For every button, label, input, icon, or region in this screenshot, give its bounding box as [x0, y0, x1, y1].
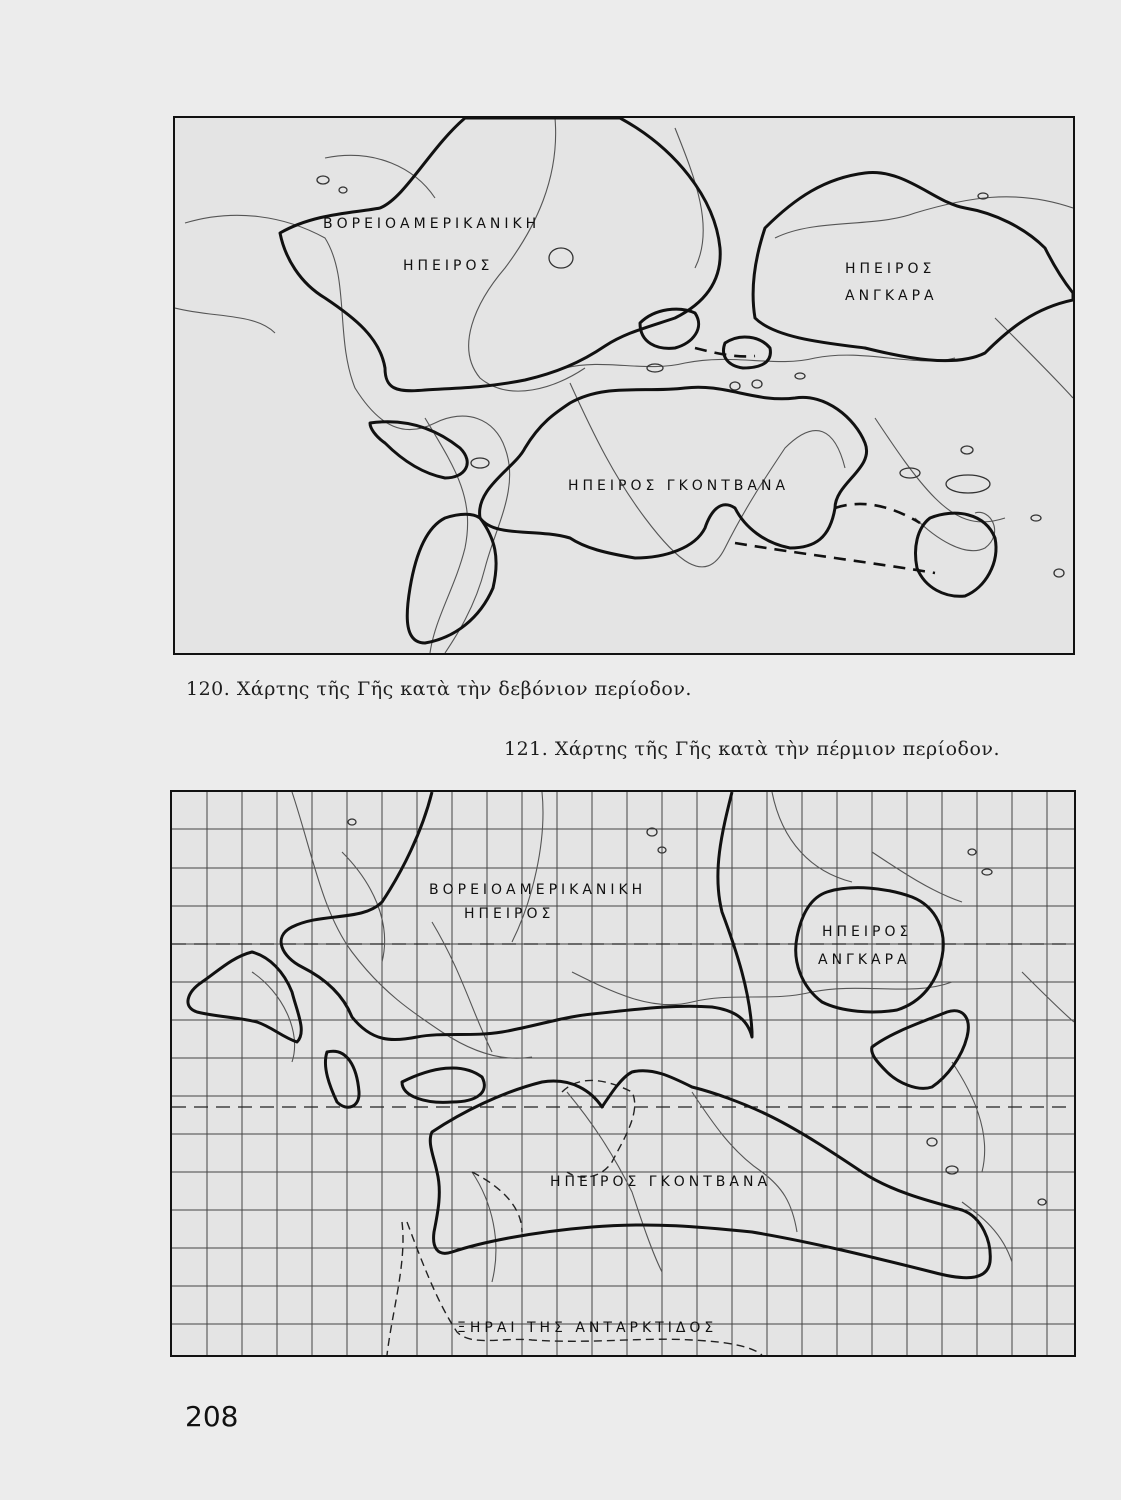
gondwana-continent-label: ΗΠΕΙΡΟΣ ΓΚΟΝΤΒΑΝΑ	[550, 1174, 772, 1190]
permian-map-drawing	[172, 792, 1074, 1355]
angara-continent-label: ΗΠΕΙΡΟΣ	[845, 261, 936, 277]
land-bridges	[695, 348, 935, 573]
devonian-map	[173, 116, 1075, 655]
continent-outlines	[280, 118, 1073, 643]
north-american-continent-label: ΒΟΡΕΙΟΑΜΕΡΙΚΑΝΙΚΗ	[429, 882, 647, 898]
west-landmass-outline	[188, 952, 301, 1042]
figure-121-caption: 121. Χάρτης τῆς Γῆς κατὰ τὴν πέρμιον περίοδον.	[504, 738, 1001, 760]
mediterranean-island-outline	[640, 309, 699, 348]
central-america-outline	[325, 1051, 359, 1107]
antarctic-lands-label: ΞΗΡΑΙ ΤΗΣ ΑΝΤΑΡΚΤΙΔΟΣ	[457, 1320, 718, 1336]
angara-continent-label-line2: ΑΝΓΚΑΡΑ	[845, 288, 938, 304]
small-landmass-outline	[724, 337, 771, 368]
central-america-outline	[370, 422, 467, 478]
gondwana-continent-outline	[480, 387, 867, 558]
map-grid	[172, 792, 1074, 1355]
devonian-map-drawing	[175, 118, 1073, 653]
islands	[317, 176, 1064, 577]
australia-outline	[916, 513, 996, 596]
south-atlantic-landmass-outline	[402, 1068, 484, 1102]
north-american-continent-label: ΒΟΡΕΙΟΑΜΕΡΙΚΑΝΙΚΗ	[323, 216, 541, 232]
permian-map	[170, 790, 1076, 1357]
north-american-continent-label-line2: ΗΠΕΙΡΟΣ	[464, 906, 555, 922]
south-america-outline	[407, 514, 496, 643]
angara-continent-label-line2: ΑΝΓΚΑΡΑ	[818, 952, 911, 968]
southeast-asia-landmass-outline	[872, 1011, 969, 1089]
page-number: 208	[185, 1400, 239, 1433]
north-american-continent-label-line2: ΗΠΕΙΡΟΣ	[403, 258, 494, 274]
gondwana-continent-label: ΗΠΕΙΡΟΣ ΓΚΟΝΤΒΑΝΑ	[568, 478, 790, 494]
angara-continent-label: ΗΠΕΙΡΟΣ	[822, 924, 913, 940]
antarctic-outline	[387, 1080, 762, 1355]
figure-120-caption: 120. Χάρτης τῆς Γῆς κατὰ τὴν δεβόνιον περίοδον.	[186, 678, 692, 700]
continent-outlines	[188, 792, 990, 1278]
